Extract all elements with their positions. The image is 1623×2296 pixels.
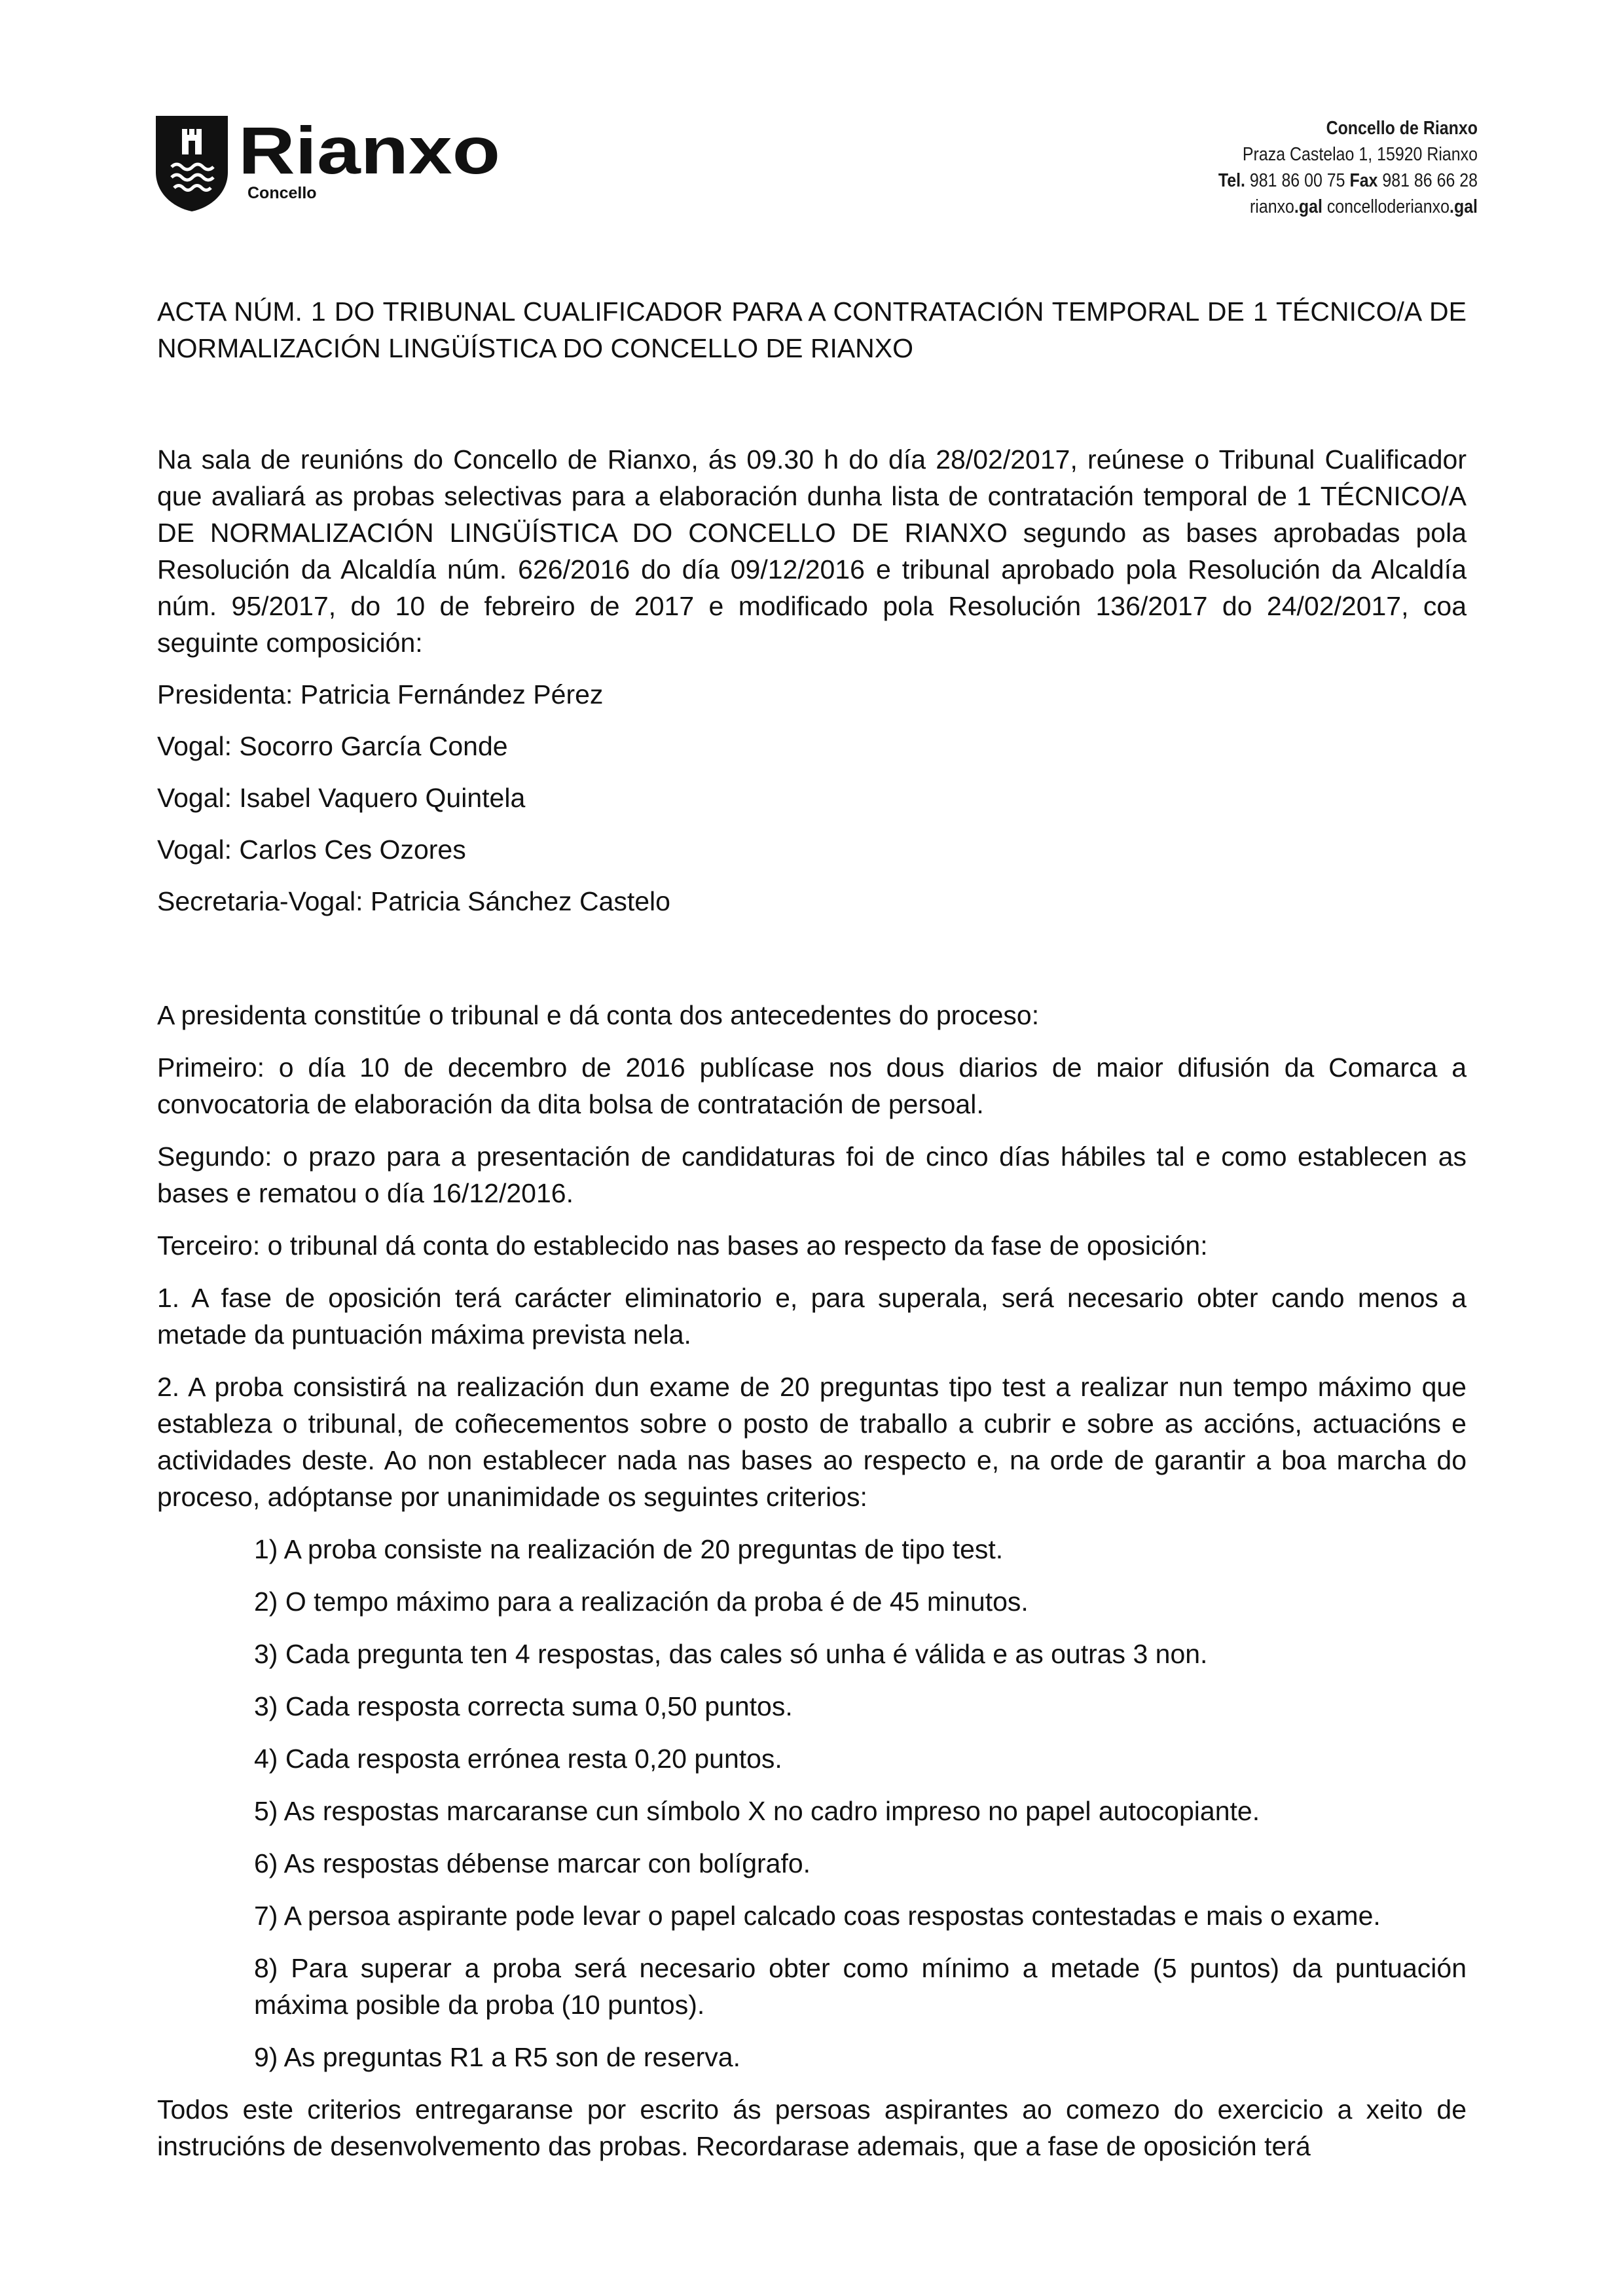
tel-label: Tel. bbox=[1218, 170, 1245, 191]
criteria-item: 3) Cada resposta correcta suma 0,50 puntos. bbox=[254, 1691, 793, 1721]
tel-number: 981 86 00 75 bbox=[1249, 170, 1345, 191]
web-link-1[interactable]: rianxo.gal bbox=[1249, 196, 1322, 217]
body-paragraph: 2. A proba consistirá na realización dun exame de 20 preguntas tipo test a realizar nun tempo máximo que estableza o tribunal, de coñecementos sobre o posto de traballo a cubrir e sobre as accións, actuacións e actividades deste. Ao non establecer nada nas bases ao respecto e, na orde de garantir a boa marcha do proceso, adóptanse por unanimidade os seguintes criterios: bbox=[157, 1372, 1467, 1512]
fax-number: 981 86 66 28 bbox=[1382, 170, 1478, 191]
web-link-2[interactable]: concelloderianxo.gal bbox=[1326, 196, 1478, 217]
contact-phones bbox=[1027, 168, 1478, 194]
criteria-item: 9) As preguntas R1 a R5 son de reserva. bbox=[254, 2042, 740, 2072]
closing-paragraph: Todos este criterios entregaranse por escrito ás persoas aspirantes ao comezo do exercicio a xeito de instrucións de desenvolvemento das probas. Recordarase ademais, que a fase de oposición terá bbox=[157, 2094, 1467, 2161]
criteria-item: 3) Cada pregunta ten 4 respostas, das cales só unha é válida e as outras 3 non. bbox=[254, 1639, 1208, 1669]
criteria-item: 5) As respostas marcaranse cun símbolo X no cadro impreso no papel autocopiante. bbox=[254, 1796, 1260, 1826]
contact-address: Praza Castelao 1, 15920 Rianxo bbox=[1242, 144, 1478, 165]
criteria-item: 8) Para superar a proba será necesario obter como mínimo a metade (5 puntos) da puntuación máxima posible da proba (10 puntos). bbox=[254, 1953, 1467, 2020]
contact-block bbox=[1027, 115, 1478, 220]
logo-wordmark: Rianxo bbox=[238, 115, 500, 188]
document-title: ACTA NÚM. 1 DO TRIBUNAL CUALIFICADOR PARA A CONTRATACIÓN TEMPORAL DE 1 TÉCNICO/A DE NORMALIZACIÓN LINGÜÍSTICA DO CONCELLO DE RIANXO bbox=[157, 296, 1467, 363]
member-item: Presidenta: Patricia Fernández Pérez bbox=[157, 679, 604, 709]
member-item: Vogal: Carlos Ces Ozores bbox=[157, 834, 466, 865]
member-item: Vogal: Socorro García Conde bbox=[157, 731, 508, 761]
body-paragraph: 1. A fase de oposición terá carácter eliminatorio e, para superala, será necesario obter cando menos a metade da puntuación máxima prevista nela. bbox=[157, 1283, 1467, 1350]
body-paragraph: Segundo: o prazo para a presentación de candidaturas foi de cinco días hábiles tal e como establecen as bases e rematou o día 16/12/2016. bbox=[157, 1141, 1467, 1208]
member-item: Secretaria-Vogal: Patricia Sánchez Castelo bbox=[157, 886, 670, 916]
rianxo-shield-logo bbox=[155, 115, 521, 213]
tribunal-members bbox=[157, 676, 1467, 920]
body-paragraph: Primeiro: o día 10 de decembro de 2016 publícase nos dous diarios de maior difusión da Comarca a convocatoria de elaboración da dita bolsa de contratación de persoal. bbox=[157, 1052, 1467, 1119]
intro-paragraph: Na sala de reunións do Concello de Rianxo, ás 09.30 h do día 28/02/2017, reúnese o Tribunal Cualificador que avaliará as probas selectivas para a elaboración dunha lista de contratación temporal de 1 TÉCNICO/A DE NORMALIZACIÓN LINGÜÍSTICA DO CONCELLO DE RIANXO segundo as bases aprobadas pola Resolución da Alcaldía núm. 626/2016 do día 09/12/2016 e tribunal aprobado pola Resolución da Alcaldía núm. 95/2017, do 10 de febreiro de 2017 e modificado pola Resolución 136/2017 do 24/02/2017, coa seguinte composición: bbox=[157, 444, 1467, 658]
logo-subtitle: Concello bbox=[247, 184, 317, 202]
criteria-item: 7) A persoa aspirante pode levar o papel calcado coas respostas contestadas e mais o exame. bbox=[254, 1901, 1381, 1931]
criteria-item: 6) As respostas débense marcar con bolígrafo. bbox=[254, 1848, 811, 1878]
criteria-list bbox=[157, 1531, 1467, 2075]
criteria-item: 1) A proba consiste na realización de 20 preguntas de tipo test. bbox=[254, 1534, 1004, 1564]
member-item: Vogal: Isabel Vaquero Quintela bbox=[157, 783, 526, 813]
contact-org: Concello de Rianxo bbox=[1326, 118, 1478, 139]
rianxo-logo bbox=[155, 115, 521, 213]
document-body bbox=[157, 293, 1467, 2180]
criteria-item: 2) O tempo máximo para a realización da proba é de 45 minutos. bbox=[254, 1587, 1029, 1617]
contact-web bbox=[1027, 194, 1478, 220]
body-paragraph: Terceiro: o tribunal dá conta do establecido nas bases ao respecto da fase de oposición: bbox=[157, 1230, 1208, 1261]
body-paragraph: A presidenta constitúe o tribunal e dá conta dos antecedentes do proceso: bbox=[157, 1000, 1040, 1030]
criteria-item: 4) Cada resposta errónea resta 0,20 puntos. bbox=[254, 1744, 782, 1774]
fax-label: Fax bbox=[1349, 170, 1378, 191]
